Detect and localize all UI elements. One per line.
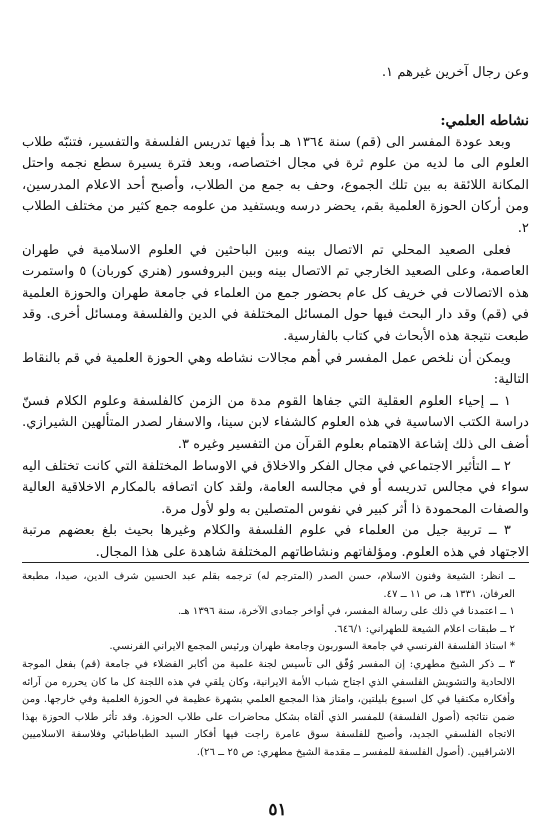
paragraph-return-to-qom: وبعد عودة المفسر الى (قم) سنة ١٣٦٤ هـ بدأ فيها تدريس الفلسفة والتفسير، فتنبّه طلاب العلوم الى ما لديه من علوم ثرة في مجال اختصاصه، وبعد فترة يسيرة سطع نجمه واحتل المكانة اللائقة به بين تلك الجموع، وحف به جمع من الطلاب، وأصبح أحد الاعلام المدرسين، ومن أركان الحوزة العلمية بقم، يحضر درسه ويستفيد من علومه جمع كثير من مختلف الطلاب ٢. [22, 134, 529, 236]
page-number: ٥١ [268, 800, 287, 820]
footnote-1: ١ ــ اعتمدنا في ذلك على رسالة المفسر، في أواخر جمادى الآخرة، سنة ١٣٩٦ هـ. [178, 606, 515, 618]
paragraph-summary-intro: ويمكن أن نلخص عمل المفسر في أهم مجالات نشاطه وهي الحوزة العلمية في قم بالنقاط التالية: [22, 350, 529, 388]
footnote-2: ٢ ــ طبقات اعلام الشيعة للطهراني: ٦٤٦/١. [333, 623, 515, 635]
footnote-3: ٣ ــ ذكر الشيخ مطهري: إن المفسر وُفّق الى تأسيس لجنة علمية من أكابر الفضلاء في جامعة (قم) بفعل الموجة الالحادية والتشويش الفلسفي الذي اجتاح شباب الأمة الايرانية، وكان يلقي في هذه اللجنة كل ما كان يحرره من آرائه وأفكاره مكتفيا في كل اسبوع بليلتين، وامتاز هذا المجمع العلمي بشهرة عظيمة في الحوزة العلمية وفي خارجها. ومن ضمن نتائجه (أصول الفلسفة) للمفسر الذي ألقاه بشكل محاضرات على طلاب الحوزة. وقد تأثر طلاب الحوزة بهذا الاتجاه الفلسفي الجديد، وأصبح للفلسفة سوق عامرة راجت فيها أفكار السيد الطباطبائي وفلاسفة الاسلاميين الاشراقيين. (أصول الفلسفة للمفسر ــ مقدمة الشيخ مطهري: ص ٢٥ ــ ٢٦). [22, 658, 515, 758]
list-item-social-influence: ٢ ــ التأثير الاجتماعي في مجال الفكر والاخلاق في الاوساط المختلفة التي كانت تختلف اليه سواء في مجالس تدريسه أو في مجالسه العامة، ولقد كان اتصافه بالمكارم الاخلاقية العالية والصفات المحمودة ذا أثر كبير في نفوس المتصلين به ولو لأول مرة. [22, 458, 529, 517]
footnotes-block [22, 568, 529, 762]
footnote-corbin: * استاذ الفلسفة الفرنسي في جامعة السوربون وجامعة طهران ورئيس المجمع الايراني الفرنسي. [109, 641, 515, 653]
footnote-source: ــ انظر: الشيعة وفنون الاسلام، حسن الصدر (المترجم له) ترجمه بقلم عبد الحسين شرف الدين، صيدا، مطبعة العرفان، ١٣٣١ هـ، ص ١١ ــ ٤٧. [22, 571, 515, 600]
paragraph-contacts: فعلى الصعيد المحلي تم الاتصال بينه وبين الباحثين في العلوم الاسلامية في طهران العاصمة، وعلى الصعيد الخارجي تم الاتصال بينه وبين البروفسور (هنري كوربان) ٥ واستمرت هذه الاتصالات في خريف كل عام بحضور جمع من العلماء في جامعة طهران والحوزة العلمية في (قم) وقد دار البحث فيها حول المسائل المختلفة في الدين والفلسفة ومسائل أخرى. وقد طبعت نتيجة هذه الأبحاث في كتاب بالفارسية. [22, 242, 529, 344]
section-heading: نشاطه العلمي: [440, 112, 529, 129]
list-item-revival: ١ ــ إحياء العلوم العقلية التي جفاها القوم مدة من الزمن كالفلسفة وعلوم الكلام فسنّ دراسة الكتب الاساسية في هذه العلوم كالشفاء لابن سينا، والاسفار لصدر المتألهين الشيرازي. أضف الى ذلك إشاعة الاهتمام بعلوم القرآن من التفسير وغيره ٣. [22, 393, 529, 452]
list-item-training: ٣ ــ تربية جيل من العلماء في علوم الفلسفة والكلام وغيرها بحيث بلغ بعضهم مرتبة الاجتهاد في هذه العلوم. ومؤلفاتهم ونشاطاتهم المختلفة شاهدة على هذا المجال. [22, 523, 529, 560]
footnote-separator [22, 562, 529, 563]
intro-line: وعن رجال آخرين غيرهم ١. [381, 65, 529, 80]
